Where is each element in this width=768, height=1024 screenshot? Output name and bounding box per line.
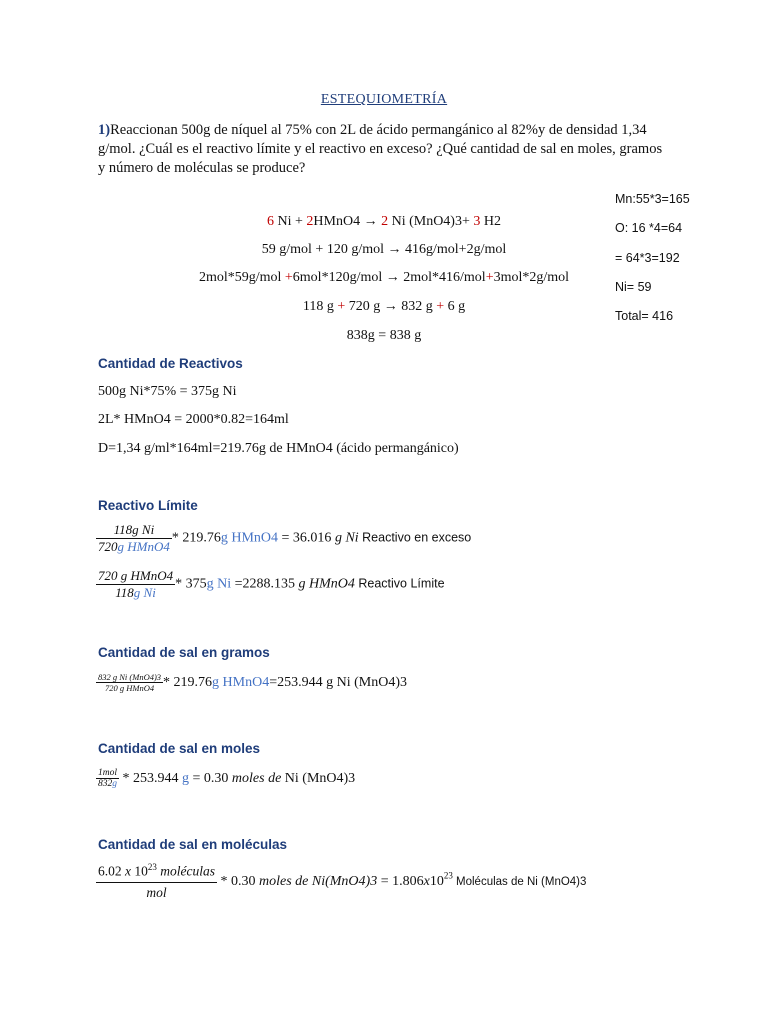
f2-rest-b: g Ni — [206, 576, 232, 592]
coef-product: 2 — [381, 214, 389, 229]
mol-rest-c: = 1.806 — [377, 873, 424, 889]
grams-b: 720 g → 832 g — [348, 299, 433, 314]
mol-num-d: moléculas — [156, 863, 215, 879]
mol-num-c: 10 — [131, 863, 148, 879]
moles-den-a: 832 — [98, 779, 113, 789]
mol-rest-f: Moléculas de Ni (MnO4)3 — [452, 875, 587, 888]
moles-formula — [96, 768, 355, 789]
coef-hmno4: 2 — [306, 214, 314, 229]
problem-number: 1) — [98, 122, 111, 138]
heading-moleculas: Cantidad de sal en moléculas — [98, 837, 288, 852]
mass-plus-2: + — [485, 270, 494, 285]
mass-calculation — [0, 270, 768, 286]
moles-rest-a: * 253.944 — [119, 771, 182, 787]
fraction-2-numerator: 720 g HMnO4 — [98, 568, 174, 583]
reactivos-line-3: D=1,34 g/ml*164ml=219.76g de HMnO4 (ácido permangánico) — [98, 441, 459, 456]
fraction-1-numerator: 118g Ni — [96, 522, 172, 539]
problem-line-1 — [98, 121, 647, 140]
heading-reactivos: Cantidad de Reactivos — [98, 356, 243, 371]
mass-plus-1: + — [284, 270, 293, 285]
f2-den-b: g Ni — [133, 585, 156, 600]
moles-rest-c: = 0.30 — [189, 771, 232, 787]
f1-den-a: 720 — [98, 539, 118, 554]
reactivos-line-2: 2L* HMnO4 = 2000*0.82=164ml — [98, 412, 289, 427]
limite-formula-2 — [96, 568, 445, 601]
eq-h2: H2 — [480, 214, 501, 229]
f1-rest-e: Reactivo en exceso — [358, 530, 472, 545]
moleculas-denominator: mol — [146, 884, 167, 900]
f1-den-b: g HMnO4 — [117, 539, 170, 554]
side-o: O: 16 *4=64 — [615, 221, 683, 235]
gramos-formula — [96, 672, 407, 693]
gramos-rest-c: =253.944 g Ni (MnO4)3 — [269, 675, 407, 691]
f2-den-a: 118 — [115, 585, 134, 600]
heading-gramos: Cantidad de sal en gramos — [98, 645, 270, 660]
problem-text-1: Reaccionan 500g de níquel al 75% con 2L de ácido permangánico al 82%y de densidad 1,34 — [110, 122, 647, 138]
gramos-fraction — [96, 672, 163, 693]
gramos-numerator: 832 g Ni (MnO4)3 — [98, 672, 162, 682]
mol-num-a: 6.02 — [98, 863, 125, 879]
mol-rest-exp: 23 — [443, 870, 453, 881]
mol-num-exp: 23 — [147, 862, 157, 872]
fraction-1 — [96, 522, 172, 555]
side-total: Total= 416 — [615, 309, 674, 323]
gramos-denominator: 720 g HMnO4 — [104, 683, 155, 693]
mass-c: 3mol*2g/mol — [493, 270, 570, 285]
heading-moles: Cantidad de sal en moles — [98, 741, 261, 756]
grams-a: 118 g — [302, 299, 334, 314]
f1-rest-a: * 219.76 — [171, 530, 221, 546]
fraction-1-denominator — [96, 539, 172, 555]
gramos-rest-b: g HMnO4 — [212, 675, 270, 691]
f1-rest-c: = 36.016 — [278, 530, 335, 546]
coef-ni: 6 — [267, 214, 274, 229]
fraction-2 — [96, 568, 175, 601]
moles-numerator: 1mol — [98, 768, 117, 778]
grams-plus-1: + — [333, 299, 349, 314]
eq-hmno4: HMnO4 → — [313, 214, 382, 229]
moles-rest-b: g — [182, 771, 189, 787]
fraction-2-denominator — [96, 585, 175, 601]
limite-formula-1 — [96, 522, 471, 555]
f2-rest-c: =2288.135 — [231, 576, 299, 592]
mass-b: 6mol*120g/mol → 2mol*416/mol — [292, 270, 486, 285]
grams-plus-2: + — [432, 299, 448, 314]
coef-h2: 3 — [473, 214, 481, 229]
f1-rest-b: g HMnO4 — [220, 530, 279, 546]
mol-num-b: x — [125, 863, 131, 879]
eq-ni: Ni + — [274, 214, 307, 229]
problem-line-2: g/mol. ¿Cuál es el reactivo límite y el reactivo en exceso? ¿Qué cantidad de sal en moles, gramos — [98, 141, 663, 157]
mass-a: 2mol*59g/mol — [198, 270, 285, 285]
moles-rest-e: Ni (MnO4)3 — [281, 771, 356, 787]
gramos-rest-a: * 219.76 — [163, 675, 213, 691]
eq-product: Ni (MnO4)3+ — [388, 214, 474, 229]
problem-line-3: y número de moléculas se produce? — [98, 160, 306, 176]
mol-rest-b: moles de Ni(MnO4)3 — [259, 873, 378, 889]
reactivos-line-1: 500g Ni*75% = 375g Ni — [98, 384, 237, 399]
side-o2: = 64*3=192 — [615, 251, 680, 265]
page-title: ESTEQUIOMETRÍA — [320, 92, 448, 107]
moles-den-b: g — [112, 779, 117, 789]
side-ni: Ni= 59 — [615, 280, 652, 294]
moles-fraction — [96, 768, 119, 789]
molar-masses: 59 g/mol + 120 g/mol → 416g/mol+2g/mol — [261, 242, 507, 257]
f1-rest-d: g Ni — [334, 530, 359, 546]
f2-rest-e: Reactivo Límite — [354, 576, 445, 591]
grams-c: 6 g — [447, 299, 466, 314]
moles-rest-d: moles de — [231, 771, 282, 787]
moleculas-formula — [96, 862, 586, 901]
f2-rest-a: * 375 — [175, 576, 207, 592]
heading-limite: Reactivo Límite — [98, 498, 198, 513]
mol-rest-e: 10 — [429, 873, 444, 889]
moleculas-numerator — [96, 862, 217, 883]
mass-balance: 838g = 838 g — [346, 328, 422, 343]
f2-rest-d: g HMnO4 — [298, 576, 355, 592]
moles-denominator — [96, 779, 119, 789]
mol-rest-a: * 0.30 — [217, 873, 259, 889]
moleculas-fraction — [96, 862, 217, 901]
side-mn: Mn:55*3=165 — [615, 192, 690, 206]
mol-rest-d: x — [423, 873, 430, 889]
